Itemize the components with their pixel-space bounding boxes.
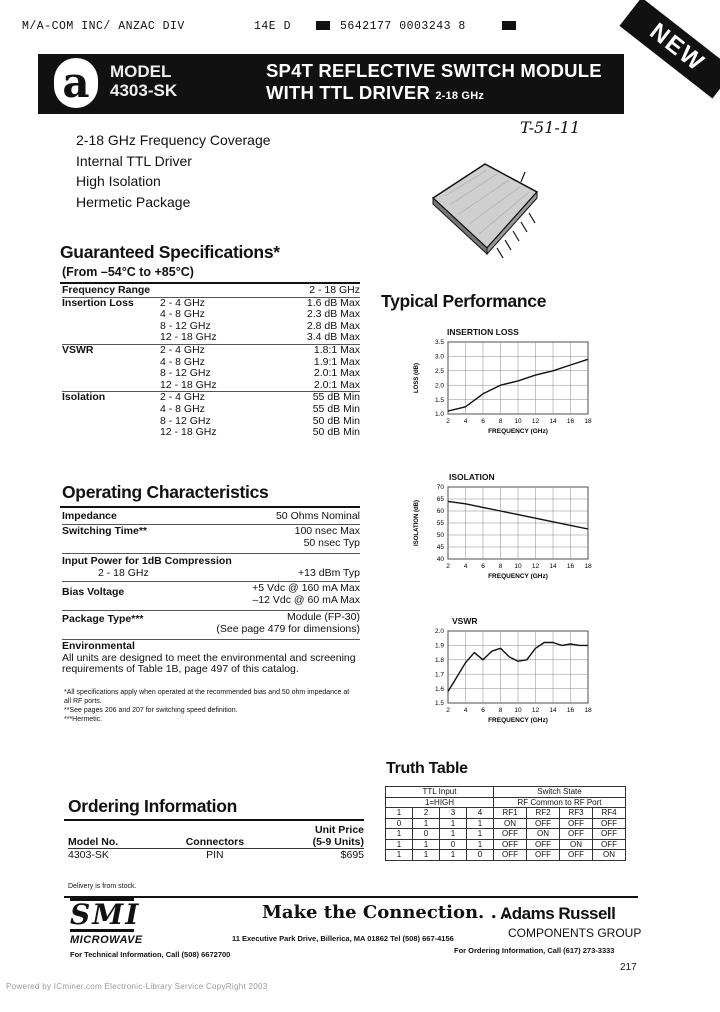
- x-tick-label: 8: [498, 418, 503, 425]
- x-tick-label: 4: [463, 418, 468, 425]
- ordering-table: [68, 824, 364, 861]
- y-tick-label: 65: [436, 496, 444, 504]
- col-header: 2: [413, 808, 440, 819]
- x-tick-label: 18: [584, 563, 592, 570]
- cell: 1: [440, 829, 467, 840]
- spec-label: Insertion Loss: [62, 297, 160, 309]
- y-tick-label: 3.0: [434, 353, 444, 361]
- table-row: [62, 368, 360, 380]
- spec-label: Isolation: [62, 392, 160, 404]
- spec-cond: 12 - 18 GHz: [160, 378, 217, 391]
- x-tick-label: 10: [514, 707, 522, 714]
- spec-label: [62, 427, 160, 439]
- col-header: RF4: [593, 808, 626, 819]
- cell: ON: [593, 850, 626, 861]
- spec-value: 55 dB Min: [250, 392, 360, 404]
- package-label: Package Type***: [62, 613, 144, 625]
- spec-cond: 8 - 12 GHz: [160, 367, 211, 380]
- spec-label: [62, 321, 160, 333]
- cell: 1: [467, 829, 494, 840]
- cell: 1: [440, 818, 467, 829]
- col-header: 3: [440, 808, 467, 819]
- x-tick-label: 8: [498, 707, 503, 714]
- cell: OFF: [494, 829, 527, 840]
- col-connectors: Connectors: [185, 836, 245, 848]
- compression-value: +13 dBm Typ: [298, 567, 360, 579]
- feature-item: Hermetic Package: [76, 193, 191, 210]
- spec-label: VSWR: [62, 344, 160, 356]
- col-price-2: (5-9 Units): [312, 836, 364, 848]
- x-tick-label: 18: [584, 418, 592, 425]
- adams-russell-brand: [500, 904, 615, 924]
- x-tick-label: 2: [446, 418, 450, 425]
- spec-label: [62, 416, 160, 428]
- spec-cond: 4 - 8 GHz: [160, 308, 205, 321]
- x-tick-label: 10: [514, 418, 522, 425]
- chart-title-insertion-loss: INSERTION LOSS: [447, 327, 519, 337]
- anzac-logo-icon: a: [54, 58, 98, 108]
- x-axis-label: FREQUENCY (GHz): [488, 573, 548, 580]
- col-header: RF2: [527, 808, 560, 819]
- cell: 0: [413, 829, 440, 840]
- chart-title-vswr: VSWR: [452, 616, 478, 626]
- table-row: [386, 829, 626, 840]
- spec-value: 2.8 dB Max: [306, 319, 360, 332]
- y-tick-label: 1.5: [434, 396, 444, 404]
- cell: OFF: [593, 839, 626, 850]
- cell: 1: [467, 818, 494, 829]
- x-tick-label: 14: [549, 563, 557, 570]
- cell: 1: [413, 818, 440, 829]
- model-label: MODEL: [110, 62, 172, 81]
- truth-table-title: Truth Table: [386, 760, 468, 777]
- cell: OFF: [560, 818, 593, 829]
- y-tick-label: 55: [436, 520, 444, 528]
- feature-item: 2-18 GHz Frequency Coverage: [76, 132, 271, 148]
- company-code: M/A-COM INC/ ANZAC DIV: [22, 20, 185, 33]
- components-group: COMPONENTS GROUP: [508, 926, 642, 940]
- y-tick-label: 1.8: [434, 657, 444, 664]
- x-tick-label: 12: [531, 418, 540, 425]
- x-tick-label: 16: [566, 418, 575, 425]
- spec-value: 3.4 dB Max: [306, 331, 360, 344]
- cell: ON: [494, 818, 527, 829]
- table-row: [386, 850, 626, 861]
- brand-name: Adams Russell: [500, 904, 616, 923]
- ttl-header: TTL Input: [386, 787, 494, 798]
- footnote: *All specifications apply when operated at the recommended bias and 50 ohm impedance at: [64, 689, 350, 696]
- environmental-text-1: All units are designed to meet the environmental and screening: [62, 651, 356, 664]
- switching-value-max: 100 nsec Max: [294, 525, 360, 537]
- page-number: 217: [620, 962, 637, 973]
- y-axis-label: ISOLATION (dB): [414, 500, 420, 546]
- x-tick-label: 18: [584, 707, 592, 714]
- cell: OFF: [560, 829, 593, 840]
- package-value-1: Module (FP-30): [287, 611, 360, 623]
- ordering-phone: For Ordering Information, Call (617) 273-3333: [454, 946, 615, 955]
- y-tick-label: 1.7: [434, 671, 444, 679]
- cell: OFF: [593, 818, 626, 829]
- y-tick-label: 50: [436, 532, 444, 540]
- spec-label: [62, 404, 160, 416]
- typical-performance-title: Typical Performance: [381, 291, 547, 311]
- footnote: ***Hermetic.: [64, 716, 103, 723]
- y-tick-label: 70: [436, 484, 444, 492]
- spec-value: 1.6 dB Max: [250, 297, 360, 309]
- feature-item: Internal TTL Driver: [76, 152, 192, 169]
- y-axis-label: LOSS (dB): [414, 363, 420, 393]
- spec-cond: 8 - 12 GHz: [160, 319, 211, 332]
- model-block: [110, 62, 260, 100]
- table-row: [62, 285, 360, 297]
- cell: OFF: [494, 839, 527, 850]
- cell: 1: [386, 839, 413, 850]
- ordering-title: Ordering Information: [68, 796, 238, 816]
- new-badge: NEW: [619, 0, 720, 99]
- package-drawing-icon: [425, 158, 545, 270]
- y-tick-label: 1.6: [434, 685, 444, 693]
- guaranteed-spec-table: [62, 285, 360, 439]
- feature-list: [76, 130, 271, 212]
- cell: OFF: [560, 850, 593, 861]
- bias-value-2: –12 Vdc @ 60 mA Max: [252, 594, 360, 606]
- table-row: [62, 332, 360, 344]
- col-model: Model No.: [68, 836, 119, 848]
- switching-value-typ: 50 nsec Typ: [303, 537, 360, 549]
- spec-cond: 8 - 12 GHz: [160, 414, 211, 427]
- spec-value: 50 dB Min: [312, 414, 360, 427]
- spec-label: [62, 368, 160, 380]
- x-tick-label: 4: [463, 707, 468, 714]
- table-row: [62, 404, 360, 416]
- compression-label: Input Power for 1dB Compression: [62, 555, 232, 567]
- bias-label: Bias Voltage: [62, 586, 125, 598]
- model-number: 4303-SK: [110, 81, 178, 100]
- handwritten-note: T-51-11: [520, 118, 581, 137]
- cell: 0: [386, 818, 413, 829]
- x-tick-label: 14: [549, 418, 557, 425]
- product-title-line2: WITH TTL DRIVER: [266, 82, 431, 103]
- truth-table: [385, 786, 626, 861]
- col-header: RF1: [494, 808, 527, 819]
- cell: ON: [527, 829, 560, 840]
- impedance-label: Impedance: [62, 510, 117, 522]
- cell: OFF: [494, 850, 527, 861]
- spec-cond: 12 - 18 GHz: [160, 331, 217, 344]
- cell: OFF: [527, 850, 560, 861]
- spec-value: 1.9:1 Max: [313, 355, 360, 368]
- compression-cond: 2 - 18 GHz: [98, 567, 149, 579]
- cell: 1: [386, 829, 413, 840]
- package-value-2: (See page 479 for dimensions): [216, 623, 360, 635]
- table-row: [62, 427, 360, 439]
- product-title: [266, 60, 626, 107]
- table-row: [386, 818, 626, 829]
- truth-table-header-row: [386, 808, 626, 819]
- order-price: $695: [340, 849, 364, 861]
- spec-cond: 4 - 8 GHz: [160, 355, 205, 368]
- switch-header: Switch State: [494, 787, 626, 798]
- x-axis-label: FREQUENCY (GHz): [488, 428, 548, 435]
- header-block-mark-2: [502, 20, 516, 33]
- y-tick-label: 40: [436, 556, 444, 564]
- spec-label: [62, 357, 160, 369]
- ordering-rule: [64, 819, 364, 821]
- y-tick-label: 2.5: [434, 368, 444, 375]
- x-tick-label: 2: [446, 707, 450, 714]
- x-tick-label: 16: [566, 707, 575, 714]
- spec-cond: 12 - 18 GHz: [160, 426, 217, 439]
- header-block-mark: [316, 20, 330, 33]
- spec-value: 2.3 dB Max: [306, 308, 360, 321]
- smi-logo-text: SMI: [70, 898, 141, 931]
- order-connector: PIN: [206, 849, 224, 861]
- y-tick-label: 1.0: [434, 411, 444, 419]
- y-tick-label: 60: [436, 508, 444, 516]
- cell: OFF: [527, 839, 560, 850]
- x-tick-label: 16: [566, 563, 575, 570]
- cell: OFF: [593, 829, 626, 840]
- footnotes: [64, 688, 349, 724]
- cell: ON: [560, 839, 593, 850]
- y-tick-label: 1.9: [434, 642, 444, 650]
- cell: OFF: [527, 818, 560, 829]
- operating-block: [62, 511, 360, 676]
- col-header: RF3: [560, 808, 593, 819]
- impedance-value: 50 Ohms Nominal: [275, 510, 360, 522]
- spec-value: 2.0:1 Max: [313, 378, 360, 391]
- spec-value: 1.8:1 Max: [250, 344, 360, 356]
- technical-info: For Technical Information, Call (508) 6672700: [70, 950, 231, 959]
- spec-label: Frequency Range: [62, 284, 151, 296]
- spec-cond: 2 - 4 GHz: [160, 344, 250, 356]
- insertion-loss-chart: [404, 336, 604, 444]
- table-row: [386, 839, 626, 850]
- spec-cond: 4 - 8 GHz: [160, 402, 205, 415]
- spec-cond: 2 - 4 GHz: [160, 297, 250, 309]
- x-axis-label: FREQUENCY (GHz): [488, 717, 548, 724]
- temp-range-subtitle: (From –54°C to +85°C): [62, 265, 194, 279]
- order-model: 4303-SK: [68, 849, 109, 861]
- operating-rule: [60, 506, 360, 508]
- address: 11 Executive Park Drive, Billerica, MA 01862 Tel (508) 667-4156: [232, 934, 454, 943]
- spec-value: 55 dB Min: [312, 402, 360, 415]
- header-code-1: 14E D: [254, 20, 292, 33]
- spec-value: 2.0:1 Max: [313, 367, 360, 380]
- spec-label: [62, 309, 160, 321]
- spec-label: [62, 332, 160, 344]
- table-row: [62, 344, 360, 356]
- header-code-2: 5642177 0003243 8: [340, 20, 466, 33]
- spec-cond: 2 - 4 GHz: [160, 392, 250, 404]
- y-tick-label: 45: [436, 544, 444, 552]
- switch-subheader: RF Common to RF Port: [494, 797, 626, 808]
- cell: 1: [386, 850, 413, 861]
- product-freq: 2-18 GHz: [435, 90, 485, 102]
- spec-value: 2 - 18 GHz: [309, 284, 360, 296]
- product-title-line1: SP4T REFLECTIVE SWITCH MODULE: [266, 60, 602, 81]
- x-tick-label: 14: [549, 707, 557, 714]
- bias-value-1: +5 Vdc @ 160 mA Max: [252, 582, 360, 594]
- y-tick-label: 2.0: [434, 628, 444, 636]
- vswr-chart: [404, 625, 604, 733]
- smi-logo-sub: MICROWAVE: [70, 934, 143, 946]
- isolation-chart: [404, 481, 604, 589]
- x-tick-label: 12: [531, 707, 540, 714]
- col-price-1: Unit Price: [314, 824, 364, 836]
- y-tick-label: 1.5: [434, 700, 444, 708]
- table-row: [68, 849, 364, 862]
- col-header: 4: [467, 808, 494, 819]
- y-tick-label: 3.5: [434, 339, 444, 347]
- feature-item: High Isolation: [76, 173, 161, 189]
- slogan: Make the Connection. . .: [262, 902, 510, 923]
- delivery-note: Delivery is from stock.: [68, 883, 137, 890]
- footnote: all RF ports.: [64, 698, 102, 705]
- x-tick-label: 4: [463, 563, 468, 570]
- guaranteed-spec-title: Guaranteed Specifications*: [60, 242, 280, 262]
- col-header: 1: [386, 808, 413, 819]
- footnote: **See pages 206 and 207 for switching speed definition.: [64, 707, 238, 714]
- spec-value: 50 dB Min: [312, 426, 360, 439]
- switching-label: Switching Time**: [62, 525, 147, 537]
- x-tick-label: 2: [446, 563, 450, 570]
- x-tick-label: 6: [481, 563, 485, 570]
- cell: 1: [440, 850, 467, 861]
- x-tick-label: 10: [514, 563, 522, 570]
- cell: 1: [413, 839, 440, 850]
- smi-microwave-logo: [70, 898, 188, 946]
- spec-label: [62, 380, 160, 392]
- chart-title-isolation: ISOLATION: [449, 472, 495, 482]
- cell: 1: [467, 839, 494, 850]
- x-tick-label: 6: [481, 707, 485, 714]
- operating-title: Operating Characteristics: [62, 482, 269, 502]
- ttl-subheader: 1=HIGH: [386, 797, 494, 808]
- environmental-text-2: requirements of Table 1B, page 497 of this catalog.: [62, 663, 299, 676]
- table-row: [62, 380, 360, 392]
- spec-cond: [160, 285, 250, 297]
- environmental-label: Environmental: [62, 640, 135, 652]
- x-tick-label: 12: [531, 563, 540, 570]
- cell: 0: [467, 850, 494, 861]
- y-tick-label: 2.0: [434, 382, 444, 390]
- x-tick-label: 8: [498, 563, 503, 570]
- x-tick-label: 6: [481, 418, 485, 425]
- scan-credit: Powered by ICminer.com Electronic-Library Service CopyRight 2003: [6, 982, 268, 991]
- cell: 1: [413, 850, 440, 861]
- cell: 0: [440, 839, 467, 850]
